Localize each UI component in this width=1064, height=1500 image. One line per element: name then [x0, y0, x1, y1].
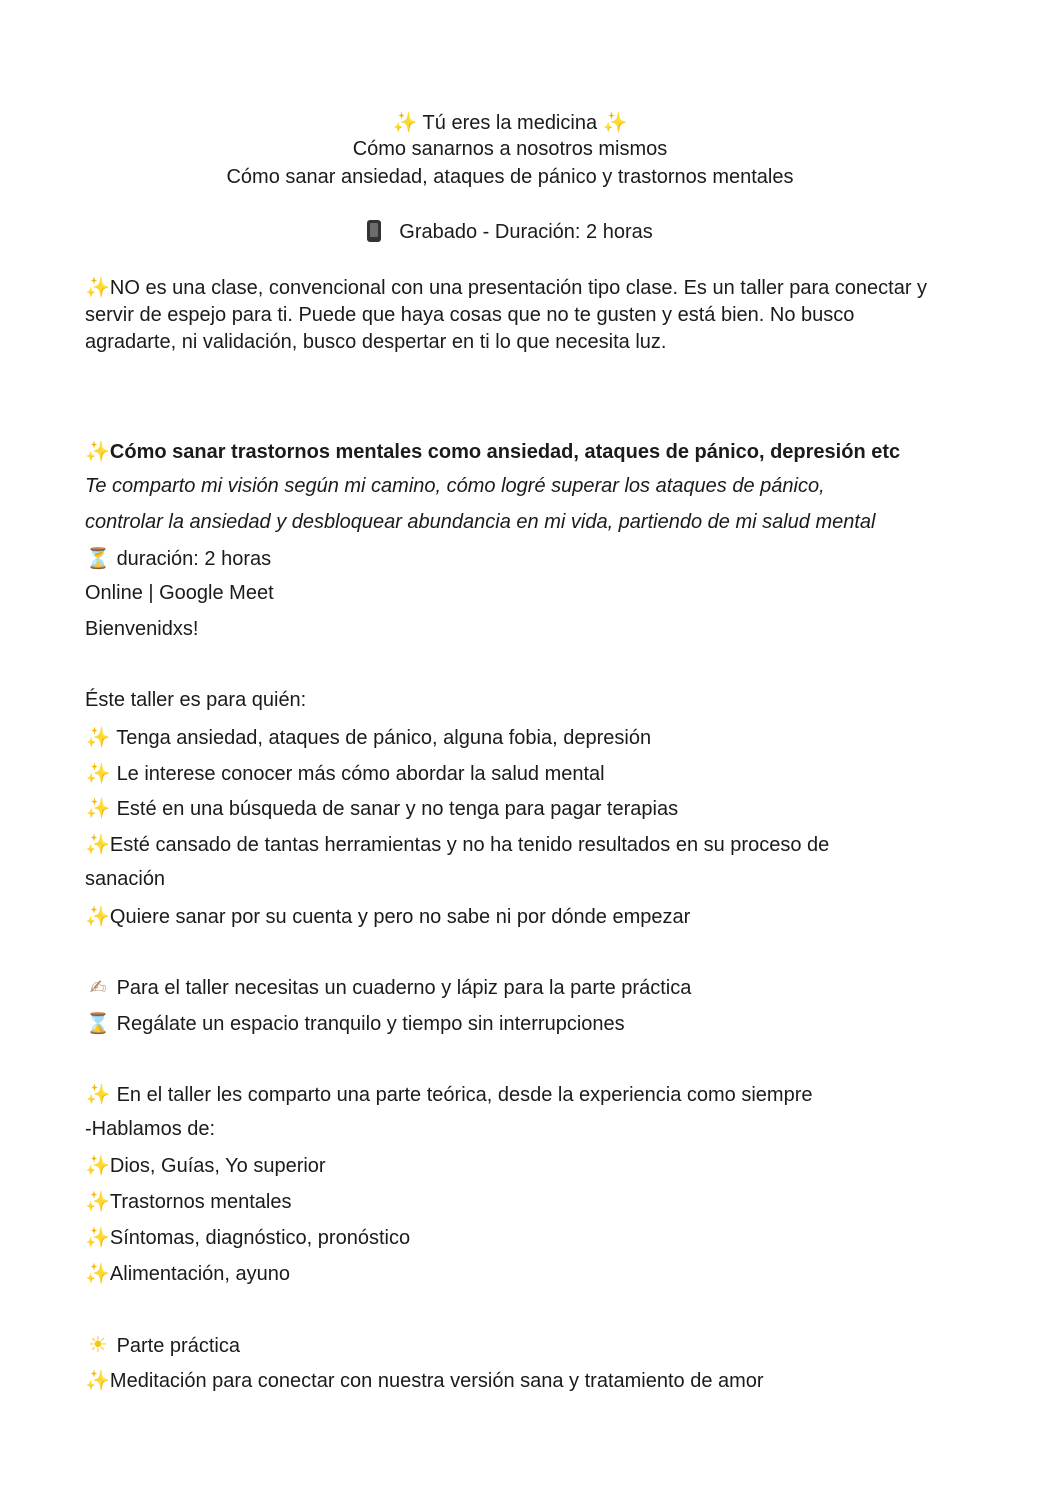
sparkles-icon: ✨ — [85, 1227, 110, 1249]
theory-item — [85, 1225, 410, 1250]
sparkles-icon: ✨ — [85, 906, 110, 928]
notebook-line — [85, 975, 691, 1000]
audience-item-text: Tenga ansiedad, ataques de pánico, alguna fobia, depresión — [116, 727, 652, 749]
section-heading-text: Cómo sanar trastornos mentales como ansiedad, ataques de pánico, depresión etc — [109, 441, 901, 463]
theory-intro — [85, 1082, 812, 1107]
audience-item-text: Esté cansado de tantas herramientas y no ha tenido resultados en su proceso de — [109, 834, 830, 856]
audience-item-text: Le interese conocer más cómo abordar la salud mental — [116, 763, 605, 785]
sun-icon: ☀ — [88, 1332, 108, 1357]
sparkles-icon: ✨ — [85, 763, 111, 785]
online-line: Online | Google Meet — [85, 582, 274, 604]
sparkles-icon: ✨ — [85, 798, 111, 820]
duration-text: duración: 2 horas — [116, 548, 272, 570]
space-line — [85, 1011, 625, 1036]
notebook-text: Para el taller necesitas un cuaderno y lápiz para la parte práctica — [116, 977, 692, 999]
audience-item — [85, 904, 690, 929]
welcome-line: Bienvenidxs! — [85, 618, 199, 640]
hourglass-icon: ⏳ — [85, 548, 111, 570]
subtitle-2: Cómo sanar ansiedad, ataques de pánico y trastornos mentales — [226, 166, 794, 188]
duration-line — [85, 546, 271, 571]
practice-item — [85, 1368, 764, 1393]
audience-item — [85, 796, 678, 821]
sparkles-icon: ✨ — [85, 441, 110, 463]
mobile-phone-icon — [367, 220, 381, 242]
section-heading — [85, 439, 900, 464]
intro-paragraph — [85, 275, 935, 356]
practice-item-text: Meditación para conectar con nuestra versión sana y tratamiento de amor — [109, 1370, 764, 1392]
practice-heading — [85, 1332, 240, 1358]
italic-line-1: Te comparto mi visión según mi camino, cómo logré superar los ataques de pánico, — [85, 475, 825, 497]
title-line — [0, 110, 1020, 135]
writing-hand-icon: ✍ — [89, 977, 107, 999]
document-title: Tú eres la medicina — [422, 112, 598, 134]
sparkles-icon: ✨ — [602, 112, 628, 134]
audience-item — [85, 761, 605, 786]
theory-item — [85, 1153, 326, 1178]
subtitle-1: Cómo sanarnos a nosotros mismos — [352, 138, 668, 160]
italic-line-2: controlar la ansiedad y desbloquear abundancia en mi vida, partiendo de mi salud mental — [85, 511, 876, 533]
audience-item-text: Quiere sanar por su cuenta y pero no sabe ni por dónde empezar — [109, 906, 691, 928]
sparkles-icon: ✨ — [85, 277, 110, 299]
audience-item — [85, 725, 651, 750]
sparkles-icon: ✨ — [85, 1155, 110, 1177]
practice-heading-text: Parte práctica — [116, 1335, 240, 1357]
audience-heading: Éste taller es para quién: — [85, 689, 307, 711]
theory-item-text: Alimentación, ayuno — [109, 1263, 291, 1285]
sparkles-icon: ✨ — [85, 1370, 110, 1392]
audience-item — [85, 832, 829, 857]
audience-item-continuation: sanación — [85, 868, 166, 890]
intro-text: NO es una clase, convencional con una presentación tipo clase. Es un taller para conectar y servir de espejo para ti. Puede que haya cosas que no te gusten y está bien. No busco agradarte, ni validación, busco despertar en ti lo que necesita luz. — [85, 277, 928, 353]
theory-item-text: Dios, Guías, Yo superior — [109, 1155, 326, 1177]
theory-item-text: Síntomas, diagnóstico, pronóstico — [109, 1227, 411, 1249]
audience-item-text: Esté en una búsqueda de sanar y no tenga para pagar terapias — [116, 798, 679, 820]
theory-item — [85, 1189, 291, 1214]
sparkles-icon: ✨ — [392, 112, 418, 134]
theory-item — [85, 1261, 290, 1286]
sparkles-icon: ✨ — [85, 1191, 110, 1213]
sparkles-icon: ✨ — [85, 727, 111, 749]
recorded-line — [0, 220, 1020, 244]
theory-item-text: Trastornos mentales — [109, 1191, 292, 1213]
recorded-text: Grabado - Duración: 2 horas — [399, 221, 653, 243]
sparkles-icon: ✨ — [85, 1084, 111, 1106]
theory-intro-text: En el taller les comparto una parte teórica, desde la experiencia como siempre — [116, 1084, 813, 1106]
sparkles-icon: ✨ — [85, 1263, 110, 1285]
sparkles-icon: ✨ — [85, 834, 110, 856]
talk-line: -Hablamos de: — [85, 1118, 216, 1140]
space-text: Regálate un espacio tranquilo y tiempo sin interrupciones — [116, 1013, 625, 1035]
hourglass-icon: ⌛ — [85, 1013, 111, 1035]
